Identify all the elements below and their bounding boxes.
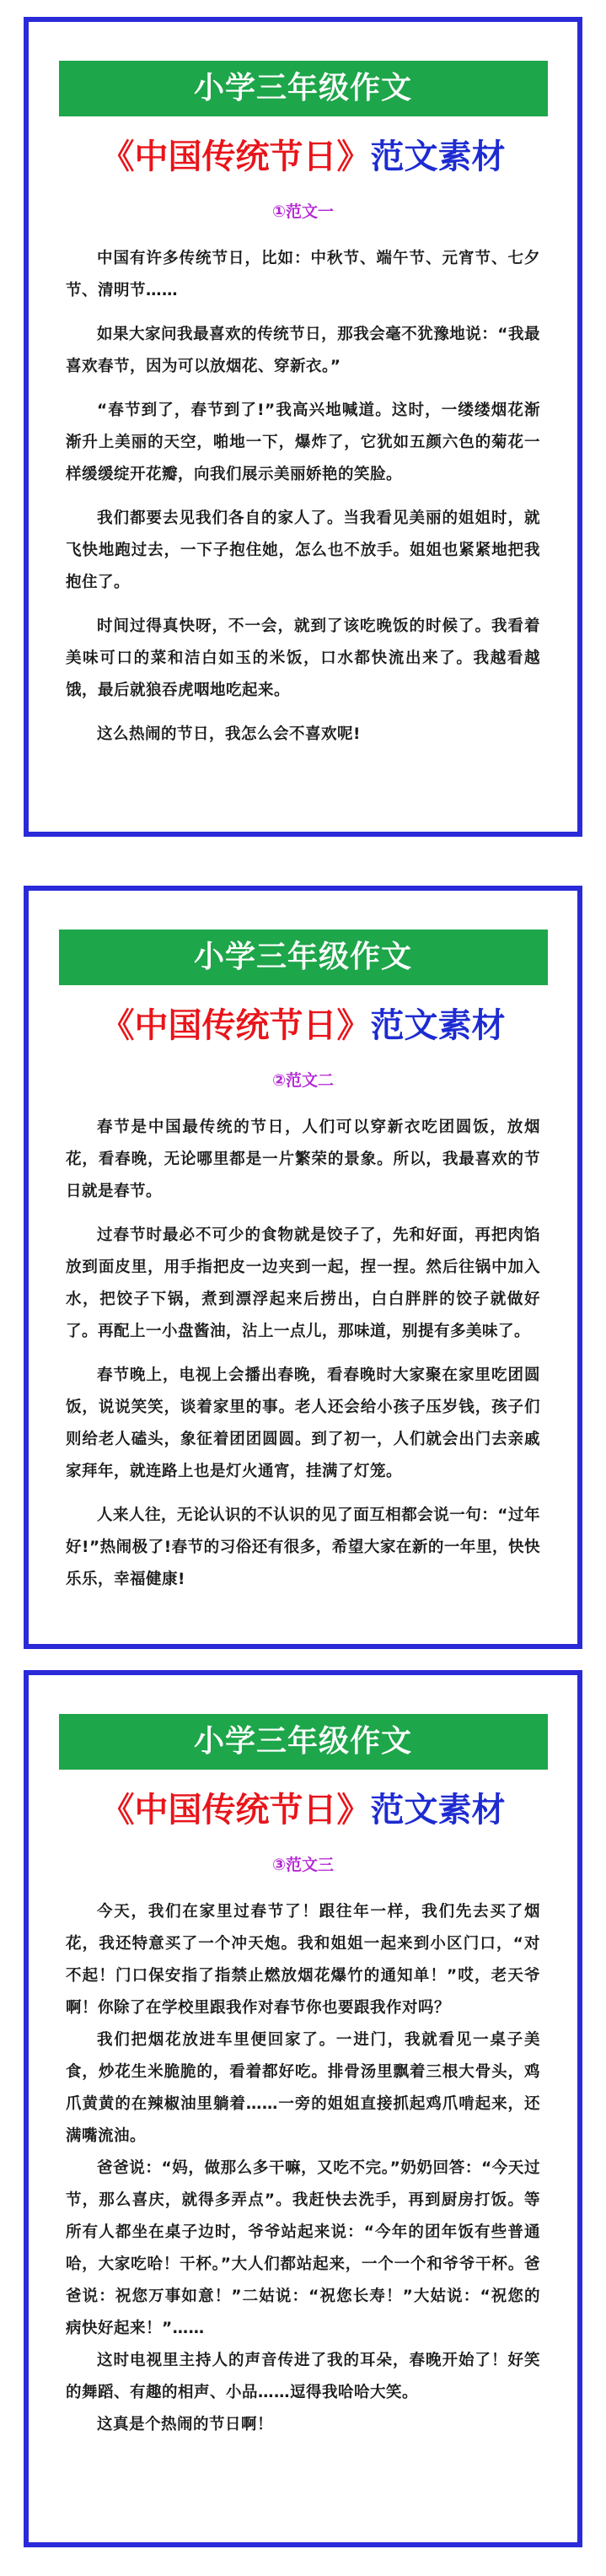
essay-body <box>29 243 577 751</box>
essay-label: ①范文一 <box>271 202 335 221</box>
essay-label: ②范文二 <box>271 1071 335 1090</box>
essay-label: ③范文三 <box>271 1856 335 1874</box>
essay-card-1 <box>24 17 582 837</box>
essay-paragraph: 春节晚上，电视上会播出春晚，看春晚时大家聚在家里吃团圆饭，说说笑笑，谈着家里的事。老人还会给小孩子压岁钱，孩子们则给老人磕头，象征着团团圆圆。到了初一，人们就会出门去亲戚家拜年，就连路上也是灯火通宵，挂满了灯笼。 <box>66 1366 540 1480</box>
essay-paragraph: 如果大家问我最喜欢的传统节日，那我会毫不犹豫地说：“我最喜欢春节，因为可以放烟花、穿新衣。” <box>66 326 540 375</box>
essay-paragraph: 我们把烟花放进车里便回家了。一进门，我就看见一桌子美食，炒花生米脆脆的，看着都好吃。排骨汤里飘着三根大骨头，鸡爪黄黄的在辣椒油里躺着……一旁的姐姐直接抓起鸡爪啃起来，还满嘴流油。 <box>66 2031 540 2145</box>
subtitle-red-part: 《中国传统节日》 <box>100 137 371 176</box>
essay-paragraph: 这真是个热闹的节日啊！ <box>97 2416 274 2433</box>
essay-paragraph: 中国有许多传统节日，比如：中秋节、端午节、元宵节、七夕节、清明节…… <box>66 250 540 299</box>
card-subtitle <box>29 1004 577 1048</box>
card-title-banner: 小学三年级作文 <box>59 1714 548 1770</box>
subtitle-red-part: 《中国传统节日》 <box>100 1791 371 1830</box>
essay-paragraph: “春节到了，春节到了!”我高兴地喊道。这时，一缕缕烟花渐渐升上美丽的天空，啪地一下，爆炸了，它犹如五颜六色的菊花一样缓缓绽开花瓣，向我们展示美丽娇艳的笑脸。 <box>66 401 540 483</box>
essay-paragraph: 这么热闹的节日，我怎么会不喜欢呢! <box>97 725 361 743</box>
essay-paragraph: 人来人往，无论认识的不认识的见了面互相都会说一句：“过年好!”热闹极了!春节的习俗还有很多，希望大家在新的一年里，快快乐乐，幸福健康! <box>66 1506 540 1588</box>
subtitle-blue-part: 范文素材 <box>370 1791 506 1830</box>
essay-card-3 <box>24 1670 582 2547</box>
subtitle-blue-part: 范文素材 <box>370 1006 506 1045</box>
essay-paragraph: 这时电视里主持人的声音传进了我的耳朵，春晚开始了！好笑的舞蹈、有趣的相声、小品……逗得我哈哈大笑。 <box>66 2352 540 2401</box>
essay-body <box>29 1112 577 1596</box>
card-subtitle <box>29 1788 577 1832</box>
essay-paragraph: 时间过得真快呀，不一会，就到了该吃晚饭的时候了。我看着美味可口的菜和洁白如玉的米饭，口水都快流出来了。我越看越饿，最后就狼吞虎咽地吃起来。 <box>66 617 540 699</box>
card-title-banner: 小学三年级作文 <box>59 61 548 116</box>
subtitle-blue-part: 范文素材 <box>370 137 506 176</box>
essay-paragraph: 我们都要去见我们各自的家人了。当我看见美丽的姐姐时，就飞快地跑过去，一下子抱住她，怎么也不放手。姐姐也紧紧地把我抱住了。 <box>66 509 540 591</box>
essay-card-2 <box>24 886 582 1649</box>
essay-paragraph: 爸爸说：“妈，做那么多干嘛，又吃不完。”奶奶回答：“今天过节，那么喜庆，就得多弄点”。我赶快去洗手，再到厨房打饭。等所有人都坐在桌子边时，爷爷站起来说：“今年的团年饭有些普通哈，大家吃哈！干杯。”大人们都站起来，一个一个和爷爷干杯。爸爸说：祝您万事如意！”二姑说：“祝您长寿！”大姑说：“祝您的病快好起来！”…… <box>66 2159 540 2337</box>
card-subtitle <box>29 135 577 179</box>
essay-paragraph: 春节是中国最传统的节日，人们可以穿新衣吃团圆饭，放烟花，看春晚，无论哪里都是一片繁荣的景象。所以，我最喜欢的节日就是春节。 <box>66 1118 540 1200</box>
essay-paragraph: 过春节时最必不可少的食物就是饺子了，先和好面，再把肉馅放到面皮里，用手指把皮一边夹到一起，捏一捏。然后往锅中加入水，把饺子下锅，煮到漂浮起来后捞出，白白胖胖的饺子就做好了。再配上一小盘酱油，沾上一点儿，那味道，别提有多美味了。 <box>66 1226 540 1340</box>
essay-paragraph: 今天，我们在家里过春节了！跟往年一样，我们先去买了烟花，我还特意买了一个冲天炮。我和姐姐一起来到小区门口，“对不起！门口保安指了指禁止燃放烟花爆竹的通知单！”哎，老天爷啊！你除了在学校里跟我作对春节你也要跟我作对吗？ <box>66 1903 540 2017</box>
card-title-banner: 小学三年级作文 <box>59 930 548 985</box>
essay-body <box>29 1896 577 2441</box>
subtitle-red-part: 《中国传统节日》 <box>100 1006 371 1045</box>
